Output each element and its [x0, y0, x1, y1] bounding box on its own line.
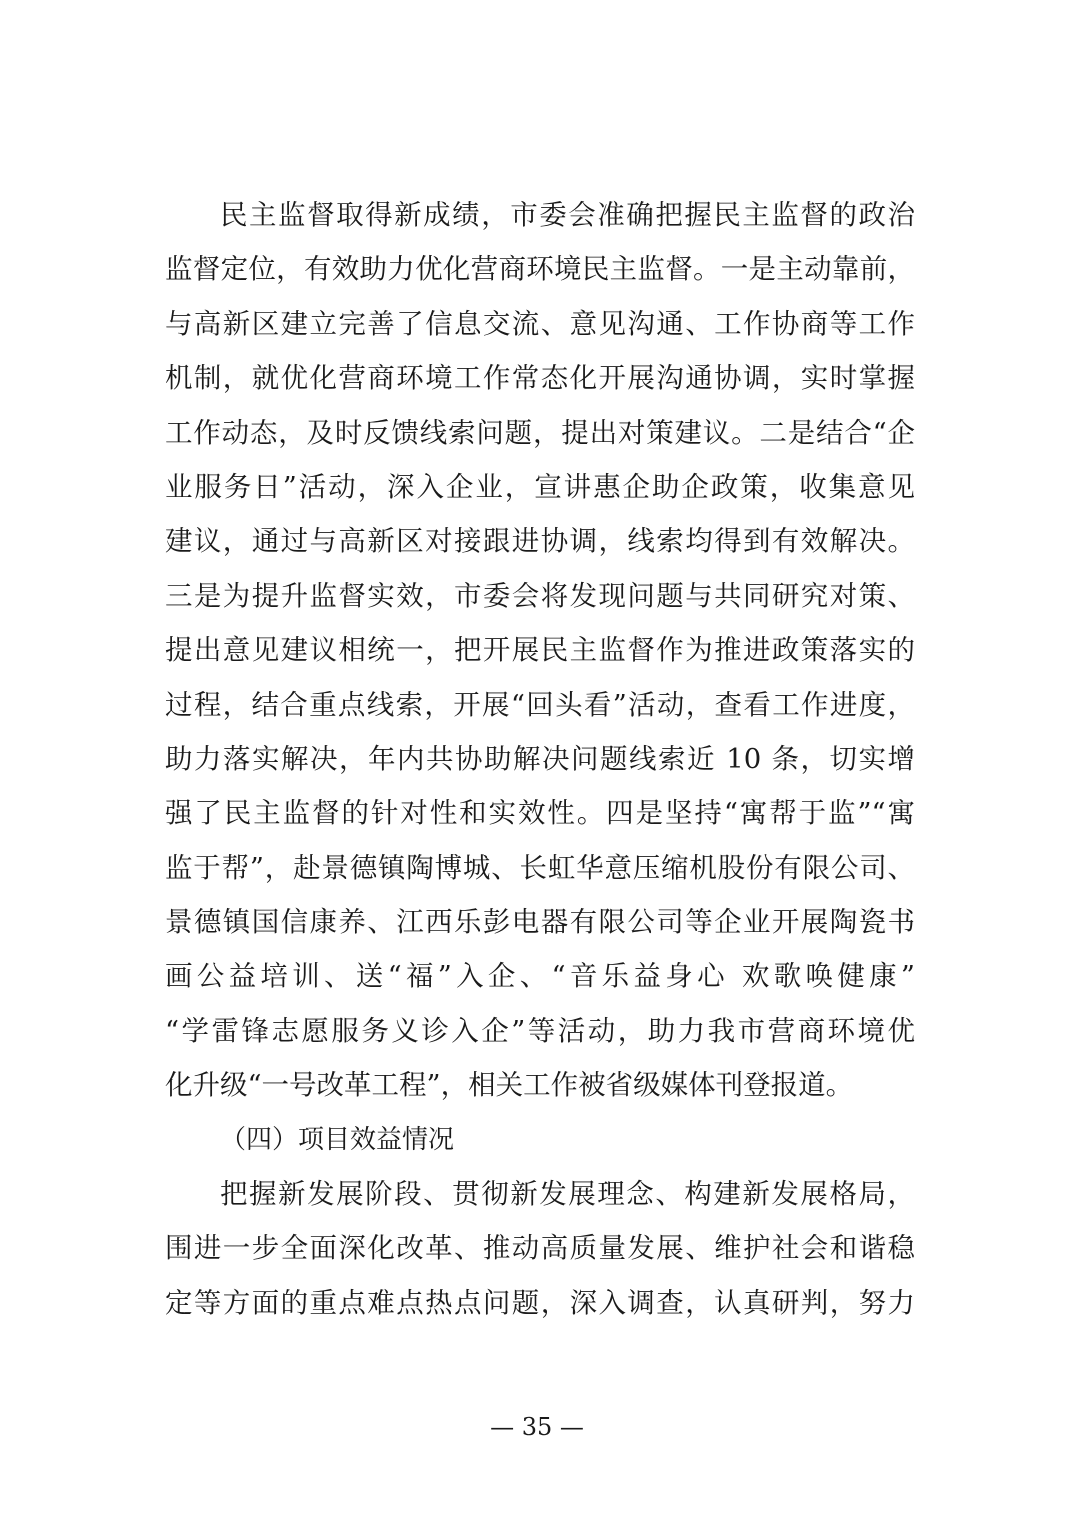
section-heading-4: （四）项目效益情况 [220, 1124, 455, 1155]
page-number: — 35 — [490, 1413, 584, 1441]
paragraph-1-line: 监督定位，有效助力优化营商环境民主监督。一是主动靠前， [165, 253, 915, 286]
paragraph-1-line: 工作动态，及时反馈线索问题，提出对策建议。二是结合“企 [165, 416, 915, 449]
paragraph-1-line: 监于帮”，赴景德镇陶博城、长虹华意压缩机股份有限公司、 [165, 851, 915, 884]
paragraph-1-line: 建议，通过与高新区对接跟进协调，线索均得到有效解决。 [165, 525, 915, 558]
paragraph-2-line: 围进一步全面深化改革、推动高质量发展、维护社会和谐稳 [165, 1232, 915, 1265]
paragraph-1-line: 化升级“一号改革工程”，相关工作被省级媒体刊登报道。 [165, 1069, 854, 1102]
paragraph-1-line: 过程，结合重点线索，开展“回头看”活动，查看工作进度， [165, 688, 915, 721]
paragraph-1-line: 业服务日”活动，深入企业，宣讲惠企助企政策，收集意见 [165, 470, 915, 503]
paragraph-1-line: 助力落实解决，年内共协助解决问题线索近 10 条，切实增 [165, 742, 915, 775]
paragraph-1-line: “学雷锋志愿服务义诊入企”等活动，助力我市营商环境优 [165, 1014, 915, 1047]
paragraph-1-line: 强了民主监督的针对性和实效性。四是坚持“寓帮于监”“寓 [165, 797, 915, 830]
paragraph-2-line: 定等方面的重点难点热点问题，深入调查，认真研判，努力 [165, 1286, 915, 1319]
paragraph-1-line: 机制，就优化营商环境工作常态化开展沟通协调，实时掌握 [165, 362, 915, 395]
paragraph-2-line: 把握新发展阶段、贯彻新发展理念、构建新发展格局， [220, 1178, 915, 1211]
paragraph-1-line: 三是为提升监督实效，市委会将发现问题与共同研究对策、 [165, 579, 915, 612]
body-text [165, 188, 915, 1330]
paragraph-1-line: 民主监督取得新成绩，市委会准确把握民主监督的政治 [220, 199, 915, 231]
paragraph-1-line: 与高新区建立完善了信息交流、意见沟通、工作协商等工作 [165, 307, 915, 340]
paragraph-1-line: 画公益培训、送“福”入企、“音乐益身心 欢歌唤健康” [165, 960, 915, 993]
paragraph-1-line: 景德镇国信康养、江西乐彭电器有限公司等企业开展陶瓷书 [165, 906, 915, 939]
paragraph-1-line: 提出意见建议相统一，把开展民主监督作为推进政策落实的 [165, 634, 915, 667]
